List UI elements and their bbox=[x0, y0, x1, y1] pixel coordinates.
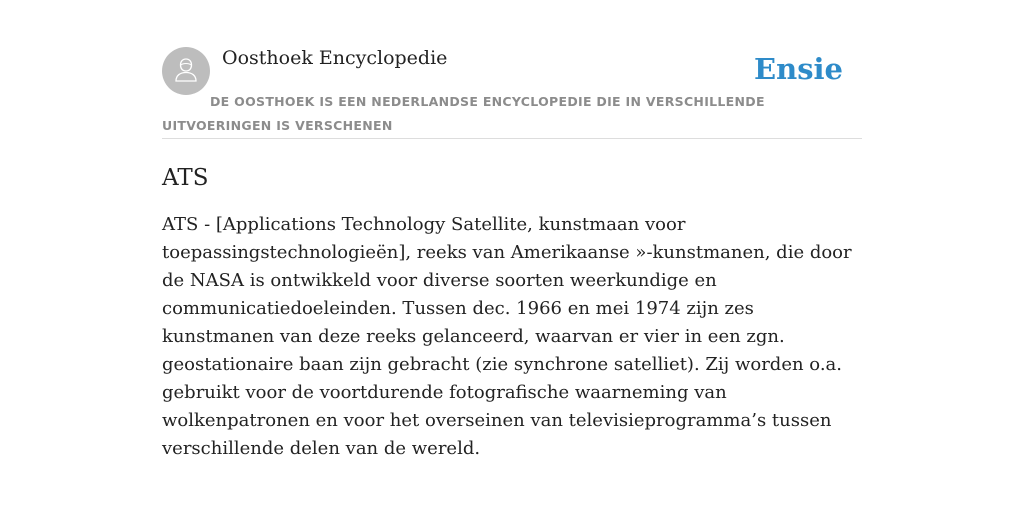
source-description: DE OOSTHOEK IS EEN NEDERLANDSE ENCYCLOPEDIE DIE IN VERSCHILLENDE UITVOERINGEN IS VERSCHENEN bbox=[162, 94, 765, 133]
entry-title: ATS bbox=[162, 165, 209, 191]
user-icon bbox=[171, 54, 201, 88]
source-avatar[interactable] bbox=[162, 47, 210, 95]
page-container bbox=[162, 46, 862, 463]
source-name-link[interactable]: Oosthoek Encyclopedie bbox=[222, 47, 448, 69]
entry-body: ATS - [Applications Technology Satellite, kunstmaan voor toepassingstechnologieën], reeks van Amerikaanse »-kunstmanen, die door de NASA is ontwikkeld voor diverse soorten weerkundige en communicatiedoeleinden. Tussen dec. 1966 en mei 1974 zijn zes kunstmanen van deze reeks gelanceerd, waarvan er vier in een zgn. geostationaire baan zijn gebracht (zie synchrone satelliet). Zij worden o.a. gebruikt voor de voortdurende fotografische waarneming van wolkenpatronen en voor het overseinen van televisieprogramma’s tussen verschillende delen van de wereld. bbox=[162, 214, 852, 459]
ensie-logo[interactable]: Ensie bbox=[754, 52, 843, 86]
source-header bbox=[162, 46, 862, 139]
